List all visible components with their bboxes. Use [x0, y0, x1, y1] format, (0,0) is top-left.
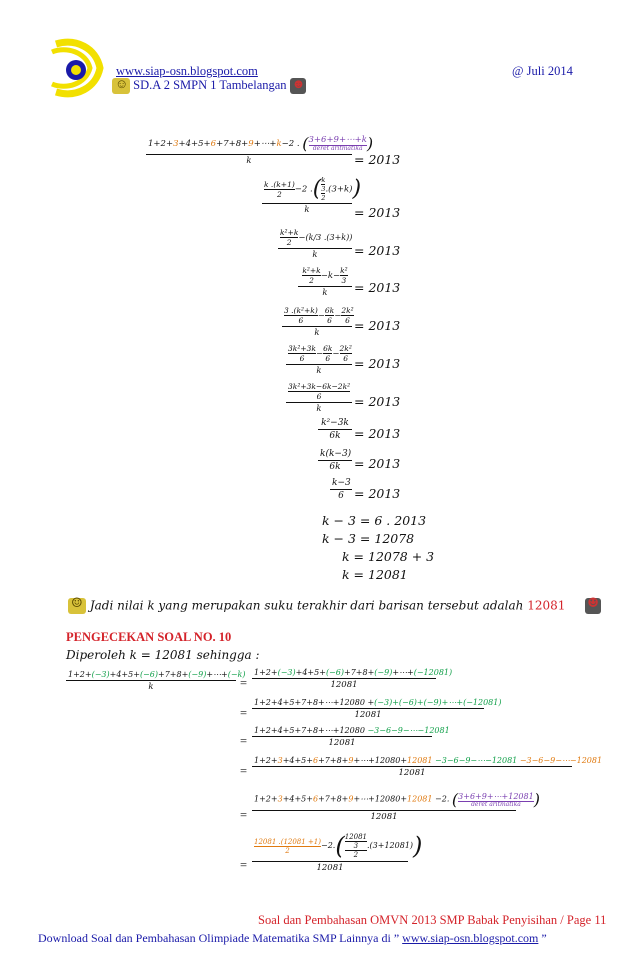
s5-n2: 6k	[324, 306, 335, 315]
s2-inner-sub: 3	[321, 185, 326, 193]
r5-a: 1+2+	[254, 794, 278, 804]
check-r3-fraction	[252, 726, 450, 748]
r1-den: 12081	[330, 680, 358, 690]
s4-mid: −k−	[320, 271, 341, 281]
step-9-fraction	[318, 449, 352, 472]
s1-num-h: k	[276, 139, 282, 149]
eq-4: =	[240, 764, 248, 778]
footer-download-end: ”	[538, 931, 547, 945]
s5-d2: 6	[327, 316, 332, 325]
r4-a: 1+2+	[254, 756, 278, 765]
r2-a: 1+2+4+5+7+8+⋯+12080 +	[254, 698, 375, 707]
conclusion	[68, 598, 601, 614]
r5-g: +⋯+12080+	[353, 794, 408, 804]
s1-num-f: 9	[248, 139, 254, 149]
s4-rhs: = 2013	[354, 280, 401, 295]
eq-2: =	[240, 706, 248, 720]
r6-tail: .(3+12081)	[367, 841, 414, 850]
s6-n3: 2k²	[339, 344, 352, 353]
s5-rhs: = 2013	[354, 318, 401, 333]
s3-mid: −	[298, 233, 306, 243]
lhs-a: 1+2+	[68, 670, 92, 679]
r5-e: +7+8+	[318, 794, 349, 804]
s2-num: k .(k+1)	[264, 179, 295, 189]
eq-6: =	[240, 858, 248, 872]
lhs-b: (−3)	[91, 670, 110, 679]
r2-b: (−3)+(−6)+(−9)+⋯+(−12081)	[374, 698, 502, 707]
r5-f: 9	[348, 794, 354, 804]
s8-den: 6k	[329, 431, 341, 441]
s5-mid1: −	[317, 311, 325, 321]
s3-rhs: = 2013	[354, 243, 401, 258]
s14-line: k = 12081	[342, 567, 408, 582]
s6-num-den: 6	[299, 354, 305, 363]
r1-d: (−6)	[325, 668, 344, 677]
s4-num: k²+k	[302, 266, 321, 275]
s6-mid2: −	[332, 349, 340, 359]
s4-tail-den: 3	[341, 276, 347, 285]
eq-1: =	[240, 676, 248, 690]
s5-den: k	[314, 328, 320, 338]
check-lhs-fraction	[66, 670, 246, 692]
step-10-fraction	[330, 478, 352, 501]
r1-g: +⋯+	[392, 668, 414, 677]
step-1-fraction: 1+2+3+4+5+6+7+8+9+⋯+k−2 . (3+6+9+⋯+k deret aritmatika ) k	[148, 134, 374, 166]
s4-num-den: 2	[309, 276, 314, 285]
r4-d: 6	[312, 756, 319, 765]
header-date: @ Juli 2014	[512, 64, 573, 78]
check-r2-fraction	[252, 698, 502, 720]
s6-n2: 6k	[323, 344, 333, 353]
header-site-link[interactable]: www.siap-osn.blogspot.com	[116, 64, 258, 78]
r6-in-num: 12081	[344, 833, 367, 841]
r5-c: +4+5+	[282, 794, 313, 804]
r1-f: (−9)	[374, 668, 393, 677]
r6-den: 12081	[316, 863, 344, 873]
r4-g: +⋯+12080+	[353, 756, 408, 765]
s6-den: k	[316, 366, 322, 376]
r6-mid: −2.	[321, 841, 336, 850]
s12-line: k − 3 = 12078	[322, 531, 415, 546]
r5-b: 3	[277, 794, 283, 804]
s4-tail-num: k²	[340, 266, 348, 275]
eq-3: =	[240, 734, 248, 748]
s1-num-g: +⋯+	[253, 139, 277, 149]
s2-inner-tail: .(3+k)	[325, 184, 353, 195]
dark-face-icon	[290, 78, 306, 94]
s13-line: k = 12078 + 3	[342, 549, 435, 564]
r4-i: −3−6−9−⋯−12081	[432, 756, 520, 765]
s6-d3: 6	[343, 354, 349, 363]
s10-num: k−3	[332, 478, 351, 488]
s8-rhs: = 2013	[354, 426, 401, 441]
r5-h: 12081	[407, 794, 433, 804]
s2-rhs: = 2013	[354, 205, 401, 220]
s6-mid1: −	[315, 349, 324, 359]
s2-den: k	[304, 205, 310, 215]
lhs-den: k	[148, 682, 154, 692]
footer-download	[38, 931, 547, 946]
r5-i: −2.	[432, 794, 450, 804]
r3-den: 12081	[328, 738, 356, 748]
r3-b: −3−6−9−⋯−12081	[367, 726, 450, 735]
s8-num: k²−3k	[321, 418, 349, 428]
s9-den: 6k	[329, 462, 341, 472]
s1-rhs: = 2013	[354, 152, 401, 167]
lhs-g: +⋯+	[206, 670, 228, 679]
conclusion-value: 12081	[527, 598, 566, 613]
s1-paren-num: 3+6+9+⋯+k	[308, 135, 367, 145]
check-title: PENGECEKAN SOAL NO. 10	[66, 630, 232, 644]
step-7-fraction	[286, 382, 352, 414]
s2-num-den: 2	[276, 189, 282, 199]
check-r4-fraction	[252, 756, 603, 778]
s3-num-den: 2	[286, 238, 292, 247]
s6-d2: 6	[325, 354, 331, 363]
r1-a: 1+2+	[254, 668, 278, 677]
s5-n3: 2k²	[341, 306, 354, 315]
step-3-fraction	[278, 228, 352, 260]
s1-num-d: 6	[210, 139, 217, 149]
footer-download-text: Download Soal dan Pembahasan Olimpiade Matematika SMP Lainnya di ”	[38, 931, 403, 945]
check-r5-fraction: 1+2+3+4+5+6+7+8+9+⋯+12080+12081 −2. (3+6+9+⋯+12081 deret aritmatika ) 12081	[254, 790, 540, 822]
r1-b: (−3)	[277, 668, 296, 677]
r4-e: +7+8+	[318, 756, 349, 765]
s1-num-a: 1+2+	[148, 139, 174, 149]
s7-num-den: 6	[316, 392, 322, 401]
r6-a: 12081 .(12081 +1)	[254, 837, 321, 846]
dark-face-icon	[585, 598, 601, 614]
s10-den: 6	[338, 491, 344, 501]
s5-num: 3 .(k²+k)	[284, 306, 318, 315]
s1-num-e: +7+8+	[216, 139, 249, 149]
s11-line: k − 3 = 6 . 2013	[322, 513, 427, 528]
r4-j: −3−6−9−⋯−12081	[519, 756, 603, 765]
r6-a-den: 2	[285, 846, 290, 855]
header-logo	[46, 38, 104, 98]
check-intro: Diperoleh k = 12081 sehingga :	[66, 648, 260, 662]
lhs-c: +4+5+	[109, 670, 140, 679]
s6-rhs: = 2013	[354, 356, 401, 371]
r2-den: 12081	[354, 710, 382, 720]
r1-c: +4+5+	[295, 668, 326, 677]
header-school-text: SD.A 2 SMPN 1 Tambelangan	[133, 78, 287, 92]
footer-site-link[interactable]: www.siap-osn.blogspot.com	[402, 931, 539, 945]
s7-den: k	[316, 404, 322, 414]
r5-sub: deret aritmatika	[471, 800, 521, 808]
s3-inner: (k/3 .(3+k))	[305, 233, 353, 242]
r6-in-sub: 3	[345, 842, 367, 851]
step-8-fraction	[318, 418, 352, 441]
r4-c: +4+5+	[282, 756, 313, 765]
r4-h: 12081	[407, 756, 433, 765]
conclusion-text: Jadi nilai k yang merupakan suku terakhir dari barisan tersebut adalah	[89, 598, 524, 613]
s1-num-i: −2 .	[281, 139, 300, 149]
r5-d: 6	[312, 794, 319, 804]
step-4-fraction	[298, 266, 352, 298]
s7-rhs: = 2013	[354, 394, 401, 409]
header-school	[112, 78, 306, 94]
s5-d3: 6	[345, 316, 350, 325]
smiley-icon	[112, 78, 130, 94]
step-5-fraction	[282, 306, 352, 338]
s3-den: k	[312, 250, 318, 260]
s3-num: k²+k	[280, 228, 299, 237]
s4-den: k	[322, 288, 328, 298]
r5-den: 12081	[370, 812, 398, 822]
s2-inner-den: 2	[321, 194, 326, 202]
s2-mid: −2 .	[294, 184, 313, 195]
r5-paren: 3+6+9+⋯+12081	[458, 791, 534, 801]
r3-a: 1+2+4+5+7+8+⋯+12080	[254, 726, 368, 735]
s5-mid2: −	[334, 311, 342, 321]
check-r1-fraction	[252, 668, 453, 690]
lhs-e: +7+8+	[157, 670, 189, 679]
r4-f: 9	[348, 756, 354, 765]
s1-num-b: 3	[173, 139, 179, 149]
check-r6-fraction: $\frac{12081 .(12081 +1)}{2}-2$.( 12081 3 2.(3+12081)) 12081	[254, 832, 423, 873]
lhs-f: (−9)	[188, 670, 207, 679]
r4-b: 3	[277, 756, 283, 765]
step-2-fraction: $\frac{k .(k+1)}{2}-2$ .( k 3 2.(3+k)) k	[264, 176, 362, 215]
s9-num: k(k−3)	[320, 449, 352, 459]
s1-paren-sub: deret aritmatika	[312, 145, 363, 152]
smiley-icon	[68, 598, 86, 614]
lhs-d: (−6)	[139, 670, 158, 679]
s10-rhs: = 2013	[354, 486, 401, 501]
step-6-fraction	[286, 344, 352, 376]
r6-in-den: 2	[353, 851, 359, 859]
s6-num: 3k²+3k	[288, 344, 316, 353]
s5-num-den: 6	[298, 316, 304, 325]
s1-num-c: +4+5+	[178, 139, 211, 149]
s7-num: 3k²+3k−6k−2k²	[288, 382, 351, 391]
footer-page-info: Soal dan Pembahasan OMVN 2013 SMP Babak Penyisihan / Page 11	[258, 913, 607, 927]
r1-h: (−12081)	[413, 668, 453, 677]
r4-den: 12081	[398, 768, 426, 778]
s9-rhs: = 2013	[354, 456, 401, 471]
r1-e: +7+8+	[343, 668, 375, 677]
s1-den: k	[246, 156, 252, 166]
lhs-h: (−k)	[227, 670, 246, 679]
s2-inner-num: k	[321, 176, 326, 184]
eq-5: =	[240, 808, 248, 822]
